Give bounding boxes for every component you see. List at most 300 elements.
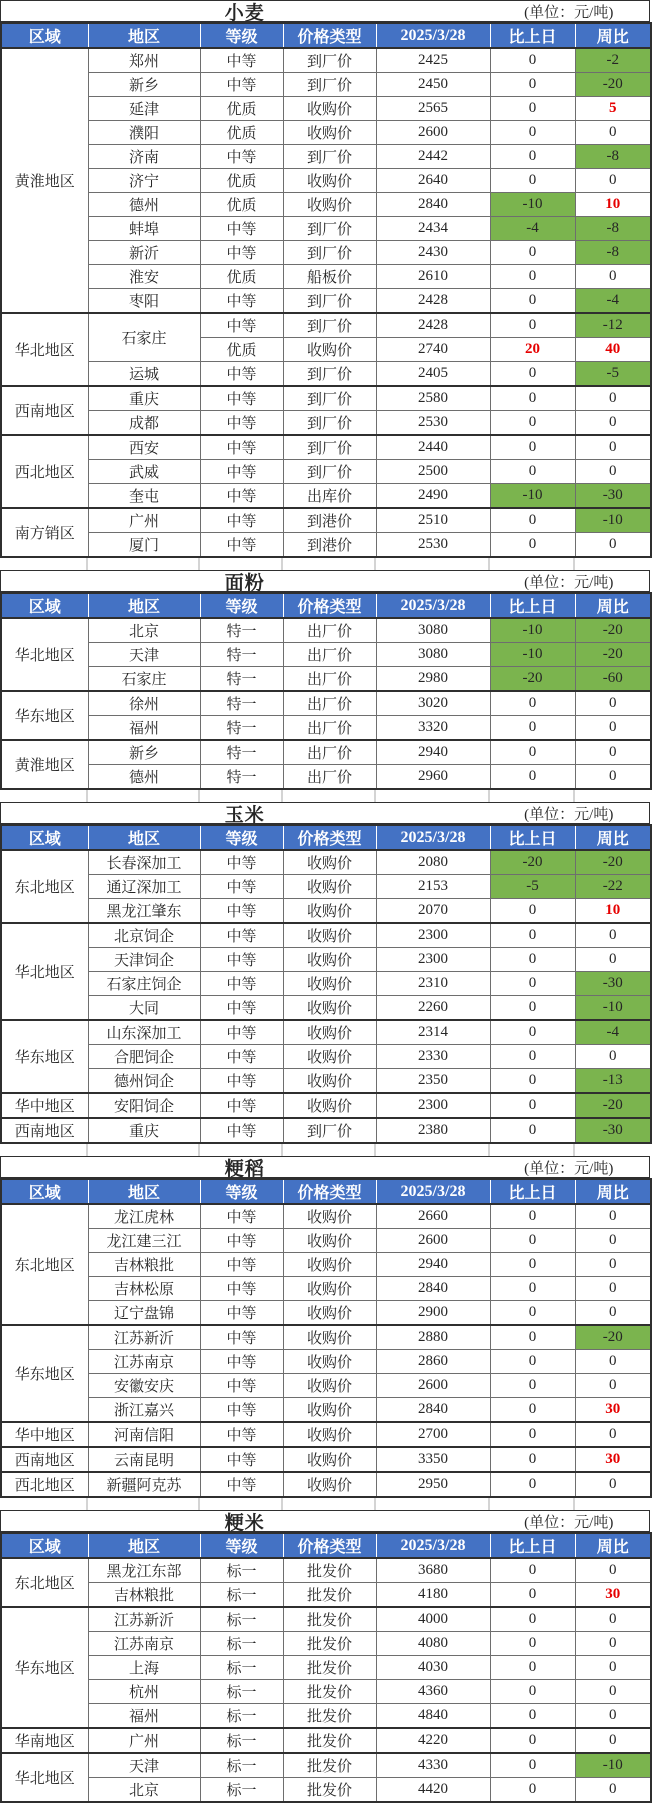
grade-cell: 中等 xyxy=(200,386,283,411)
table-row xyxy=(1,972,651,996)
region-cell: 华东地区 xyxy=(1,1020,88,1093)
area-cell: 辽宁盘锦 xyxy=(88,1301,200,1326)
grade-cell: 中等 xyxy=(200,435,283,460)
table-row xyxy=(1,740,651,765)
week-change-cell: 0 xyxy=(575,386,651,411)
day-change-cell: 0 xyxy=(490,972,575,996)
price-type-cell: 批发价 xyxy=(283,1704,376,1729)
price-type-cell: 收购价 xyxy=(283,1253,376,1277)
price-type-cell: 出厂价 xyxy=(283,740,376,765)
grade-cell: 中等 xyxy=(200,972,283,996)
column-header-4: 2025/3/28 xyxy=(376,1179,490,1204)
section-title: 粳米 xyxy=(224,1512,265,1534)
grade-cell: 中等 xyxy=(200,289,283,314)
price-type-cell: 批发价 xyxy=(283,1632,376,1656)
week-change-cell: 0 xyxy=(575,1253,651,1277)
column-header-1: 地区 xyxy=(88,825,200,850)
table-row xyxy=(1,1753,651,1778)
day-change-cell: 0 xyxy=(490,1118,575,1143)
table-row xyxy=(1,1704,651,1729)
table-row xyxy=(1,1607,651,1632)
price-type-cell: 船板价 xyxy=(283,265,376,289)
area-cell: 石家庄饲企 xyxy=(88,972,200,996)
price-type-cell: 收购价 xyxy=(283,193,376,217)
column-header-5: 比上日 xyxy=(490,825,575,850)
price-table-wheat xyxy=(0,22,652,558)
grade-cell: 中等 xyxy=(200,1045,283,1069)
table-row xyxy=(1,1020,651,1045)
day-change-cell: 0 xyxy=(490,265,575,289)
table-row xyxy=(1,169,651,193)
price-cell: 4080 xyxy=(376,1632,490,1656)
table-row xyxy=(1,460,651,484)
grade-cell: 中等 xyxy=(200,1325,283,1350)
area-cell: 淮安 xyxy=(88,265,200,289)
table-row xyxy=(1,1069,651,1094)
grade-cell: 中等 xyxy=(200,948,283,972)
area-cell: 上海 xyxy=(88,1656,200,1680)
table-row xyxy=(1,313,651,338)
grade-cell: 中等 xyxy=(200,1118,283,1143)
area-cell: 奎屯 xyxy=(88,484,200,509)
price-cell: 4420 xyxy=(376,1778,490,1803)
day-change-cell: 0 xyxy=(490,1045,575,1069)
day-change-cell: 0 xyxy=(490,1277,575,1301)
price-type-cell: 收购价 xyxy=(283,121,376,145)
day-change-cell: -20 xyxy=(490,850,575,875)
week-change-cell: 0 xyxy=(575,923,651,948)
grade-cell: 优质 xyxy=(200,97,283,121)
week-change-cell: -4 xyxy=(575,1020,651,1045)
week-change-cell: 0 xyxy=(575,169,651,193)
price-cell: 2300 xyxy=(376,1093,490,1118)
table-row xyxy=(1,996,651,1021)
area-cell: 德州饲企 xyxy=(88,1069,200,1094)
price-cell: 2300 xyxy=(376,923,490,948)
price-type-cell: 收购价 xyxy=(283,338,376,362)
region-cell: 华东地区 xyxy=(1,1607,88,1728)
price-cell: 2940 xyxy=(376,1253,490,1277)
day-change-cell: 0 xyxy=(490,145,575,169)
table-row xyxy=(1,850,651,875)
grade-cell: 优质 xyxy=(200,169,283,193)
table-row xyxy=(1,1558,651,1583)
day-change-cell: 0 xyxy=(490,1607,575,1632)
day-change-cell: 0 xyxy=(490,313,575,338)
grade-cell: 中等 xyxy=(200,533,283,558)
grade-cell: 中等 xyxy=(200,313,283,338)
price-cell: 2314 xyxy=(376,1020,490,1045)
area-cell: 延津 xyxy=(88,97,200,121)
grade-cell: 标一 xyxy=(200,1728,283,1753)
table-row xyxy=(1,643,651,667)
table-row xyxy=(1,948,651,972)
week-change-cell: 30 xyxy=(575,1398,651,1423)
area-cell: 江苏新沂 xyxy=(88,1325,200,1350)
table-row xyxy=(1,1045,651,1069)
area-cell: 吉林粮批 xyxy=(88,1583,200,1608)
region-cell: 西北地区 xyxy=(1,1472,88,1497)
price-cell: 2880 xyxy=(376,1325,490,1350)
price-type-cell: 收购价 xyxy=(283,1045,376,1069)
week-change-cell: 0 xyxy=(575,765,651,790)
table-row xyxy=(1,411,651,436)
day-change-cell: 0 xyxy=(490,1069,575,1094)
table-row xyxy=(1,265,651,289)
price-cell: 4030 xyxy=(376,1656,490,1680)
price-type-cell: 收购价 xyxy=(283,1093,376,1118)
area-cell: 北京 xyxy=(88,618,200,643)
day-change-cell: -10 xyxy=(490,484,575,509)
region-cell: 华南地区 xyxy=(1,1728,88,1753)
column-header-2: 等级 xyxy=(200,593,283,618)
table-row xyxy=(1,1778,651,1803)
week-change-cell: -20 xyxy=(575,73,651,97)
price-type-cell: 收购价 xyxy=(283,972,376,996)
area-cell: 福州 xyxy=(88,1704,200,1729)
week-change-cell: 0 xyxy=(575,1680,651,1704)
section-title: 玉米 xyxy=(224,804,265,826)
area-cell: 德州 xyxy=(88,765,200,790)
section-title-row xyxy=(0,802,650,824)
day-change-cell: 0 xyxy=(490,1093,575,1118)
area-cell: 浙江嘉兴 xyxy=(88,1398,200,1423)
day-change-cell: 0 xyxy=(490,97,575,121)
column-header-3: 价格类型 xyxy=(283,825,376,850)
grade-cell: 中等 xyxy=(200,411,283,436)
day-change-cell: 0 xyxy=(490,691,575,716)
grade-cell: 中等 xyxy=(200,48,283,73)
grade-cell: 中等 xyxy=(200,484,283,509)
column-header-2: 等级 xyxy=(200,23,283,48)
grade-cell: 中等 xyxy=(200,996,283,1021)
table-row xyxy=(1,1277,651,1301)
week-change-cell: 30 xyxy=(575,1583,651,1608)
week-change-cell: 0 xyxy=(575,1350,651,1374)
price-cell: 2442 xyxy=(376,145,490,169)
week-change-cell: -30 xyxy=(575,1118,651,1143)
price-type-cell: 出厂价 xyxy=(283,618,376,643)
day-change-cell: 0 xyxy=(490,289,575,314)
week-change-cell: 0 xyxy=(575,716,651,741)
section-title-row xyxy=(0,1156,650,1178)
grade-cell: 标一 xyxy=(200,1607,283,1632)
day-change-cell: 0 xyxy=(490,121,575,145)
region-cell: 西南地区 xyxy=(1,386,88,435)
table-row xyxy=(1,362,651,387)
price-type-cell: 批发价 xyxy=(283,1656,376,1680)
price-type-cell: 收购价 xyxy=(283,1472,376,1497)
price-type-cell: 收购价 xyxy=(283,1069,376,1094)
price-cell: 4360 xyxy=(376,1680,490,1704)
price-cell: 2500 xyxy=(376,460,490,484)
area-cell: 天津 xyxy=(88,1753,200,1778)
table-row xyxy=(1,1680,651,1704)
day-change-cell: 0 xyxy=(490,1374,575,1398)
price-type-cell: 收购价 xyxy=(283,1204,376,1229)
week-change-cell: -13 xyxy=(575,1069,651,1094)
grade-cell: 特一 xyxy=(200,618,283,643)
price-type-cell: 出厂价 xyxy=(283,643,376,667)
area-cell: 重庆 xyxy=(88,386,200,411)
price-cell: 2490 xyxy=(376,484,490,509)
section-japonica-rice xyxy=(0,1510,650,1803)
grade-cell: 中等 xyxy=(200,1350,283,1374)
table-row xyxy=(1,1301,651,1326)
price-cell: 2510 xyxy=(376,508,490,533)
area-cell: 枣阳 xyxy=(88,289,200,314)
grade-cell: 中等 xyxy=(200,241,283,265)
price-cell: 2080 xyxy=(376,850,490,875)
week-change-cell: 0 xyxy=(575,1045,651,1069)
area-cell: 安徽安庆 xyxy=(88,1374,200,1398)
price-type-cell: 到厂价 xyxy=(283,289,376,314)
week-change-cell: 0 xyxy=(575,1301,651,1326)
table-row xyxy=(1,716,651,741)
week-change-cell: 0 xyxy=(575,1704,651,1729)
week-change-cell: 10 xyxy=(575,899,651,924)
price-type-cell: 到厂价 xyxy=(283,48,376,73)
price-type-cell: 到厂价 xyxy=(283,362,376,387)
day-change-cell: 0 xyxy=(490,1398,575,1423)
grade-cell: 中等 xyxy=(200,217,283,241)
day-change-cell: 0 xyxy=(490,716,575,741)
day-change-cell: 0 xyxy=(490,765,575,790)
table-row xyxy=(1,289,651,314)
area-cell: 广州 xyxy=(88,1728,200,1753)
week-change-cell: -5 xyxy=(575,362,651,387)
section-flour xyxy=(0,570,650,790)
price-cell: 3020 xyxy=(376,691,490,716)
day-change-cell: 0 xyxy=(490,1204,575,1229)
grade-cell: 标一 xyxy=(200,1778,283,1803)
price-table-flour xyxy=(0,592,652,790)
area-cell: 北京 xyxy=(88,1778,200,1803)
price-type-cell: 批发价 xyxy=(283,1680,376,1704)
price-type-cell: 到港价 xyxy=(283,508,376,533)
price-cell: 2450 xyxy=(376,73,490,97)
grade-cell: 标一 xyxy=(200,1753,283,1778)
column-header-2: 等级 xyxy=(200,825,283,850)
day-change-cell: -5 xyxy=(490,875,575,899)
grade-cell: 中等 xyxy=(200,1398,283,1423)
price-type-cell: 到港价 xyxy=(283,533,376,558)
column-header-0: 区域 xyxy=(1,1533,88,1558)
price-cell: 2428 xyxy=(376,313,490,338)
price-type-cell: 批发价 xyxy=(283,1778,376,1803)
price-cell: 2900 xyxy=(376,1301,490,1326)
grade-cell: 中等 xyxy=(200,1374,283,1398)
price-type-cell: 到厂价 xyxy=(283,1118,376,1143)
week-change-cell: -20 xyxy=(575,1325,651,1350)
week-change-cell: -20 xyxy=(575,850,651,875)
price-type-cell: 收购价 xyxy=(283,1229,376,1253)
area-cell: 山东深加工 xyxy=(88,1020,200,1045)
week-change-cell: 0 xyxy=(575,533,651,558)
day-change-cell: 0 xyxy=(490,48,575,73)
grade-cell: 中等 xyxy=(200,1422,283,1447)
grade-cell: 中等 xyxy=(200,1253,283,1277)
header-row xyxy=(1,1533,651,1558)
area-cell: 厦门 xyxy=(88,533,200,558)
table-row xyxy=(1,1398,651,1423)
grade-cell: 中等 xyxy=(200,1069,283,1094)
day-change-cell: 0 xyxy=(490,1680,575,1704)
region-cell: 华中地区 xyxy=(1,1093,88,1118)
price-type-cell: 到厂价 xyxy=(283,460,376,484)
region-cell: 华北地区 xyxy=(1,313,88,386)
price-type-cell: 收购价 xyxy=(283,996,376,1021)
region-cell: 西南地区 xyxy=(1,1447,88,1472)
area-cell: 新疆阿克苏 xyxy=(88,1472,200,1497)
grade-cell: 中等 xyxy=(200,899,283,924)
price-cell: 4330 xyxy=(376,1753,490,1778)
week-change-cell: -2 xyxy=(575,48,651,73)
day-change-cell: 0 xyxy=(490,435,575,460)
area-cell: 通辽深加工 xyxy=(88,875,200,899)
table-row xyxy=(1,1632,651,1656)
week-change-cell: 0 xyxy=(575,1422,651,1447)
grade-cell: 中等 xyxy=(200,1277,283,1301)
day-change-cell: 0 xyxy=(490,533,575,558)
column-header-3: 价格类型 xyxy=(283,593,376,618)
column-header-6: 周比 xyxy=(575,825,651,850)
header-row xyxy=(1,1179,651,1204)
price-type-cell: 收购价 xyxy=(283,899,376,924)
week-change-cell: 0 xyxy=(575,1607,651,1632)
day-change-cell: 0 xyxy=(490,1422,575,1447)
price-type-cell: 出厂价 xyxy=(283,765,376,790)
price-cell: 2350 xyxy=(376,1069,490,1094)
area-cell: 黑龙江肇东 xyxy=(88,899,200,924)
week-change-cell: 0 xyxy=(575,1778,651,1803)
table-row xyxy=(1,1325,651,1350)
day-change-cell: 0 xyxy=(490,362,575,387)
area-cell: 新沂 xyxy=(88,241,200,265)
region-cell: 华北地区 xyxy=(1,923,88,1020)
week-change-cell: 0 xyxy=(575,948,651,972)
price-cell: 2405 xyxy=(376,362,490,387)
section-title: 小麦 xyxy=(224,2,265,24)
area-cell: 成都 xyxy=(88,411,200,436)
day-change-cell: 20 xyxy=(490,338,575,362)
region-cell: 华中地区 xyxy=(1,1422,88,1447)
section-wheat xyxy=(0,0,650,558)
price-cell: 2950 xyxy=(376,1472,490,1497)
price-type-cell: 收购价 xyxy=(283,1374,376,1398)
grade-cell: 中等 xyxy=(200,508,283,533)
region-cell: 东北地区 xyxy=(1,1558,88,1607)
grade-cell: 标一 xyxy=(200,1656,283,1680)
day-change-cell: 0 xyxy=(490,923,575,948)
day-change-cell: 0 xyxy=(490,169,575,193)
grade-cell: 特一 xyxy=(200,716,283,741)
price-cell: 2960 xyxy=(376,765,490,790)
section-japonica-paddy xyxy=(0,1156,650,1498)
column-header-3: 价格类型 xyxy=(283,1533,376,1558)
week-change-cell: -20 xyxy=(575,1093,651,1118)
day-change-cell: 0 xyxy=(490,1558,575,1583)
region-cell: 东北地区 xyxy=(1,850,88,923)
week-change-cell: -8 xyxy=(575,145,651,169)
table-row xyxy=(1,217,651,241)
grade-cell: 标一 xyxy=(200,1680,283,1704)
price-cell: 2153 xyxy=(376,875,490,899)
unit-label: (单位：元/吨) xyxy=(524,574,614,591)
day-change-cell: 0 xyxy=(490,899,575,924)
price-type-cell: 收购价 xyxy=(283,948,376,972)
table-row xyxy=(1,193,651,217)
price-cell: 2640 xyxy=(376,169,490,193)
grade-cell: 标一 xyxy=(200,1632,283,1656)
grade-cell: 中等 xyxy=(200,73,283,97)
area-cell: 龙江虎林 xyxy=(88,1204,200,1229)
week-change-cell: -60 xyxy=(575,667,651,692)
area-cell: 安阳饲企 xyxy=(88,1093,200,1118)
price-cell: 2700 xyxy=(376,1422,490,1447)
price-cell: 2840 xyxy=(376,193,490,217)
week-change-cell: 0 xyxy=(575,740,651,765)
price-type-cell: 批发价 xyxy=(283,1583,376,1608)
column-header-1: 地区 xyxy=(88,23,200,48)
grade-cell: 特一 xyxy=(200,691,283,716)
day-change-cell: -10 xyxy=(490,618,575,643)
week-change-cell: 0 xyxy=(575,1229,651,1253)
price-cell: 2840 xyxy=(376,1277,490,1301)
week-change-cell: -8 xyxy=(575,241,651,265)
price-cell: 2660 xyxy=(376,1204,490,1229)
area-cell: 德州 xyxy=(88,193,200,217)
day-change-cell: 0 xyxy=(490,1632,575,1656)
column-header-6: 周比 xyxy=(575,1179,651,1204)
price-type-cell: 到厂价 xyxy=(283,435,376,460)
price-cell: 4180 xyxy=(376,1583,490,1608)
price-type-cell: 收购价 xyxy=(283,1277,376,1301)
table-row xyxy=(1,1447,651,1472)
day-change-cell: -10 xyxy=(490,193,575,217)
header-row xyxy=(1,23,651,48)
column-header-6: 周比 xyxy=(575,593,651,618)
week-change-cell: 0 xyxy=(575,121,651,145)
area-cell: 西安 xyxy=(88,435,200,460)
region-cell: 黄淮地区 xyxy=(1,48,88,313)
column-header-5: 比上日 xyxy=(490,1179,575,1204)
column-header-5: 比上日 xyxy=(490,593,575,618)
column-header-4: 2025/3/28 xyxy=(376,593,490,618)
week-change-cell: -10 xyxy=(575,996,651,1021)
week-change-cell: 10 xyxy=(575,193,651,217)
region-cell: 西北地区 xyxy=(1,435,88,508)
price-type-cell: 出厂价 xyxy=(283,691,376,716)
area-cell: 吉林松原 xyxy=(88,1277,200,1301)
week-change-cell: 0 xyxy=(575,1656,651,1680)
price-type-cell: 收购价 xyxy=(283,1020,376,1045)
area-cell: 重庆 xyxy=(88,1118,200,1143)
region-cell: 华北地区 xyxy=(1,1753,88,1802)
area-cell: 运城 xyxy=(88,362,200,387)
table-row xyxy=(1,435,651,460)
column-header-6: 周比 xyxy=(575,1533,651,1558)
week-change-cell: 0 xyxy=(575,1204,651,1229)
week-change-cell: -30 xyxy=(575,972,651,996)
price-type-cell: 收购价 xyxy=(283,923,376,948)
day-change-cell: 0 xyxy=(490,1253,575,1277)
week-change-cell: -10 xyxy=(575,508,651,533)
price-type-cell: 到厂价 xyxy=(283,73,376,97)
price-cell: 2330 xyxy=(376,1045,490,1069)
day-change-cell: 0 xyxy=(490,1704,575,1729)
price-cell: 4000 xyxy=(376,1607,490,1632)
